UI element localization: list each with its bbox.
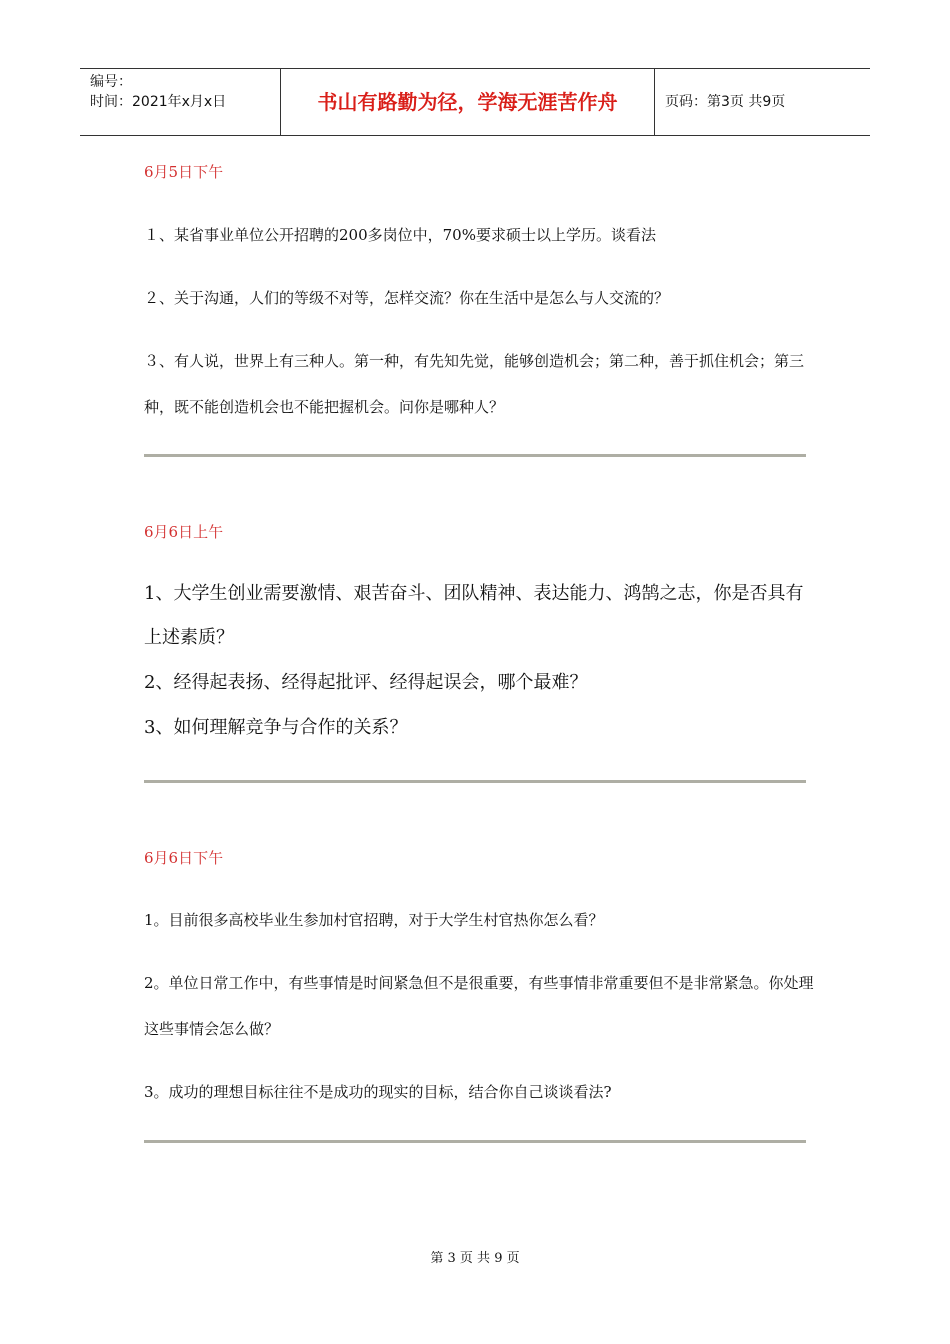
question-2: 2、经得起表扬、经得起批评、经得起误会，哪个最难？ bbox=[144, 672, 588, 693]
header-meta bbox=[80, 69, 281, 135]
page-footer: 第 3 页 共 9 页 bbox=[430, 1251, 520, 1266]
serial-label: 编号： bbox=[90, 74, 132, 90]
section-divider bbox=[144, 454, 806, 457]
question-2: ２、关于沟通，人们的等级不对等，怎样交流？你在生活中是怎么与人交流的？ bbox=[144, 289, 670, 307]
header-motto: 书山有路勤为径，学海无涯苦作舟 bbox=[281, 69, 655, 135]
question-2: 2。单位日常工作中，有些事情是时间紧急但不是很重要，有些事情非常重要但不是非常紧急。你处理这些事情会怎么做？ bbox=[144, 974, 814, 1038]
header-page-info: 页码：第3页 共9页 bbox=[665, 94, 786, 110]
page-header bbox=[80, 68, 870, 136]
question-1: 1。目前很多高校毕业生参加村官招聘，对于大学生村官热你怎么看？ bbox=[144, 911, 604, 929]
question-3: ３、有人说，世界上有三种人。第一种，有先知先觉，能够创造机会；第二种，善于抓住机会；第三种，既不能创造机会也不能把握机会。问你是哪种人？ bbox=[144, 352, 805, 416]
section-title-jun6-am: 6月6日上午 bbox=[144, 523, 224, 541]
question-1: 1、大学生创业需要激情、艰苦奋斗、团队精神、表达能力、鸿鹄之志，你是否具有上述素质？ bbox=[144, 583, 804, 648]
question-3: 3。成功的理想目标往往不是成功的现实的目标，结合你自己谈谈看法? bbox=[144, 1083, 612, 1101]
section-divider bbox=[144, 1140, 806, 1143]
time-label: 时间：2021年x月x日 bbox=[90, 94, 227, 110]
section-title-jun5-pm: 6月5日下午 bbox=[144, 163, 224, 181]
section-title-jun6-pm: 6月6日下午 bbox=[144, 849, 224, 867]
question-1: １、某省事业单位公开招聘的200多岗位中，70%要求硕士以上学历。谈看法 bbox=[144, 226, 656, 244]
question-3: 3、如何理解竞争与合作的关系？ bbox=[144, 717, 408, 738]
section-divider bbox=[144, 780, 806, 783]
